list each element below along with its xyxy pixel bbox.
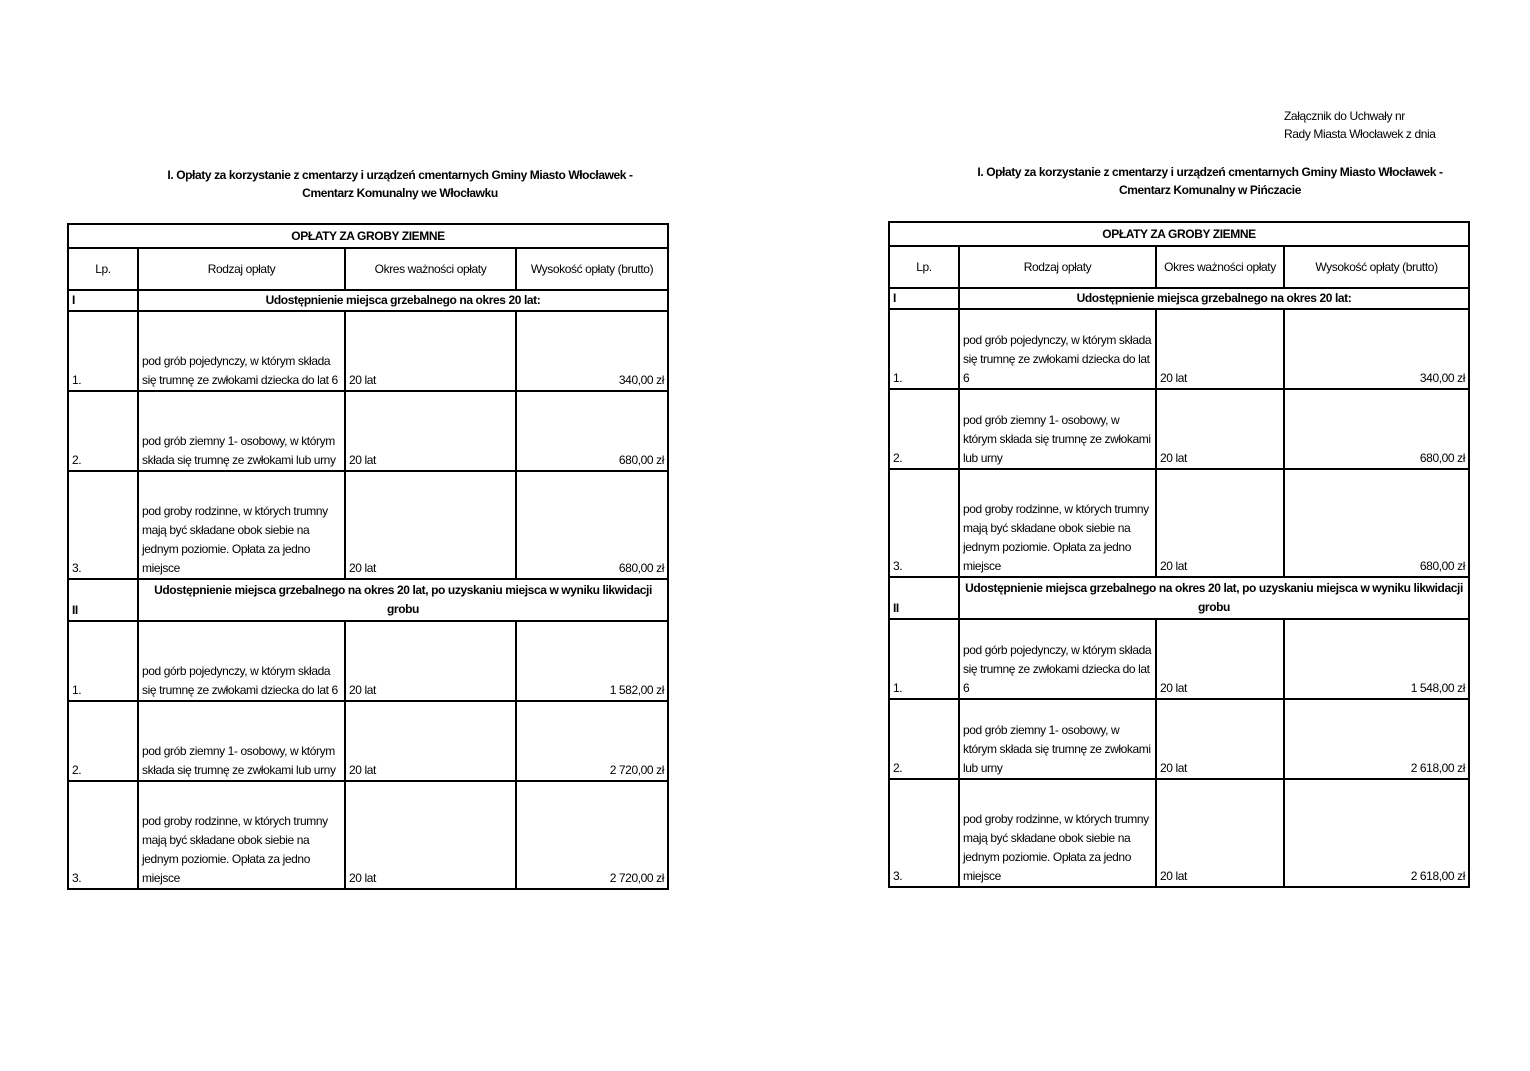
table-row [68, 781, 668, 889]
table-row [68, 701, 668, 781]
left-title-line-1: I. Opłaty za korzystanie z cmentarzy i urządzeń cmentarnych Gminy Miasto Włocławek - [167, 168, 633, 182]
row-amount: 1 582,00 zł [516, 621, 668, 701]
row-period: 20 lat [345, 781, 516, 889]
banner-row [889, 222, 1469, 246]
row-period: 20 lat [345, 621, 516, 701]
banner-row [68, 224, 668, 248]
table-row [68, 391, 668, 471]
header-fee-type: Rodzaj opłaty [959, 246, 1156, 288]
section-row [889, 577, 1469, 619]
attachment-note [1284, 107, 1436, 143]
row-description: pod górb pojedynczy, w którym składa się trumnę ze zwłokami dziecka do lat 6 [138, 621, 345, 701]
row-lp: 1. [889, 309, 959, 389]
row-amount: 680,00 zł [1284, 389, 1469, 469]
row-amount: 680,00 zł [516, 391, 668, 471]
section-row [68, 290, 668, 311]
section-number: I [889, 288, 959, 309]
row-amount: 2 720,00 zł [516, 781, 668, 889]
row-amount: 340,00 zł [516, 311, 668, 391]
section-row [68, 579, 668, 621]
section-name: Udostępnienie miejsca grzebalnego na okres 20 lat: [138, 290, 668, 311]
row-description: pod grób ziemny 1- osobowy, w którym składa się trumnę ze zwłokami lub urny [959, 389, 1156, 469]
row-period: 20 lat [345, 471, 516, 579]
row-amount: 2 618,00 zł [1284, 699, 1469, 779]
row-description: pod grób ziemny 1- osobowy, w którym składa się trumnę ze zwłokami lub urny [138, 701, 345, 781]
row-lp: 2. [68, 701, 138, 781]
right-title-line-1: I. Opłaty za korzystanie z cmentarzy i urządzeń cmentarnych Gminy Miasto Włocławek - [977, 165, 1443, 179]
row-period: 20 lat [1156, 469, 1284, 577]
header-amount: Wysokość opłaty (brutto) [516, 248, 668, 290]
row-amount: 680,00 zł [1284, 469, 1469, 577]
row-period: 20 lat [345, 311, 516, 391]
row-description: pod grób pojedynczy, w którym składa się trumnę ze zwłokami dziecka do lat 6 [959, 309, 1156, 389]
row-lp: 1. [68, 311, 138, 391]
attachment-line-2: Rady Miasta Włocławek z dnia [1284, 127, 1436, 141]
table-row [889, 389, 1469, 469]
row-amount: 1 548,00 zł [1284, 619, 1469, 699]
row-description: pod grób ziemny 1- osobowy, w którym składa się trumnę ze zwłokami lub urny [138, 391, 345, 471]
section-name: Udostępnienie miejsca grzebalnego na okres 20 lat, po uzyskaniu miejsca w wyniku likwidacji grobu [138, 579, 668, 621]
table-row [889, 699, 1469, 779]
row-lp: 3. [889, 779, 959, 887]
row-amount: 2 720,00 zł [516, 701, 668, 781]
table-banner: OPŁATY ZA GROBY ZIEMNE [68, 224, 668, 248]
fees-table-wloclawek [67, 223, 669, 890]
fees-table-pinczata [888, 221, 1470, 888]
row-lp: 3. [889, 469, 959, 577]
row-description: pod groby rodzinne, w których trumny mają być składane obok siebie na jednym poziomie. Opłata za jedno miejsce [959, 779, 1156, 887]
row-period: 20 lat [1156, 619, 1284, 699]
row-amount: 2 618,00 zł [1284, 779, 1469, 887]
table-banner: OPŁATY ZA GROBY ZIEMNE [889, 222, 1469, 246]
section-name: Udostępnienie miejsca grzebalnego na okres 20 lat: [959, 288, 1469, 309]
section-number: II [889, 577, 959, 619]
row-amount: 340,00 zł [1284, 309, 1469, 389]
right-title-line-2: Cmentarz Komunalny w Pińczacie [1118, 183, 1302, 197]
row-period: 20 lat [1156, 779, 1284, 887]
row-period: 20 lat [1156, 389, 1284, 469]
header-amount: Wysokość opłaty (brutto) [1284, 246, 1469, 288]
row-lp: 3. [68, 471, 138, 579]
row-description: pod grób pojedynczy, w którym składa się trumnę ze zwłokami dziecka do lat 6 [138, 311, 345, 391]
table-row [889, 619, 1469, 699]
row-lp: 2. [889, 699, 959, 779]
row-period: 20 lat [1156, 309, 1284, 389]
row-lp: 2. [889, 389, 959, 469]
section-row [889, 288, 1469, 309]
table-row [68, 471, 668, 579]
section-name: Udostępnienie miejsca grzebalnego na okres 20 lat, po uzyskaniu miejsca w wyniku likwidacji grobu [959, 577, 1469, 619]
header-row [68, 248, 668, 290]
table-row [68, 621, 668, 701]
header-fee-type: Rodzaj opłaty [138, 248, 345, 290]
row-description: pod groby rodzinne, w których trumny mają być składane obok siebie na jednym poziomie. Opłata za jedno miejsce [138, 781, 345, 889]
header-row [889, 246, 1469, 288]
section-number: II [68, 579, 138, 621]
row-description: pod groby rodzinne, w których trumny mają być składane obok siebie na jednym poziomie. Opłata za jedno miejsce [138, 471, 345, 579]
row-description: pod groby rodzinne, w których trumny mają być składane obok siebie na jednym poziomie. Opłata za jedno miejsce [959, 469, 1156, 577]
table-row [68, 311, 668, 391]
table-row [889, 779, 1469, 887]
row-period: 20 lat [1156, 699, 1284, 779]
table-row [889, 309, 1469, 389]
row-amount: 680,00 zł [516, 471, 668, 579]
attachment-line-1: Załącznik do Uchwały nr [1284, 109, 1405, 123]
section-number: I [68, 290, 138, 311]
header-validity: Okres ważności opłaty [345, 248, 516, 290]
header-validity: Okres ważności opłaty [1156, 246, 1284, 288]
row-lp: 1. [68, 621, 138, 701]
left-title-line-2: Cmentarz Komunalny we Włocławku [302, 186, 498, 200]
table-row [889, 469, 1469, 577]
row-description: pod grób ziemny 1- osobowy, w którym składa się trumnę ze zwłokami lub urny [959, 699, 1156, 779]
row-description: pod górb pojedynczy, w którym składa się trumnę ze zwłokami dziecka do lat 6 [959, 619, 1156, 699]
row-lp: 1. [889, 619, 959, 699]
row-period: 20 lat [345, 391, 516, 471]
header-lp: Lp. [889, 246, 959, 288]
row-lp: 2. [68, 391, 138, 471]
left-table-title [140, 166, 660, 202]
row-lp: 3. [68, 781, 138, 889]
row-period: 20 lat [345, 701, 516, 781]
right-table-title [950, 163, 1470, 199]
header-lp: Lp. [68, 248, 138, 290]
